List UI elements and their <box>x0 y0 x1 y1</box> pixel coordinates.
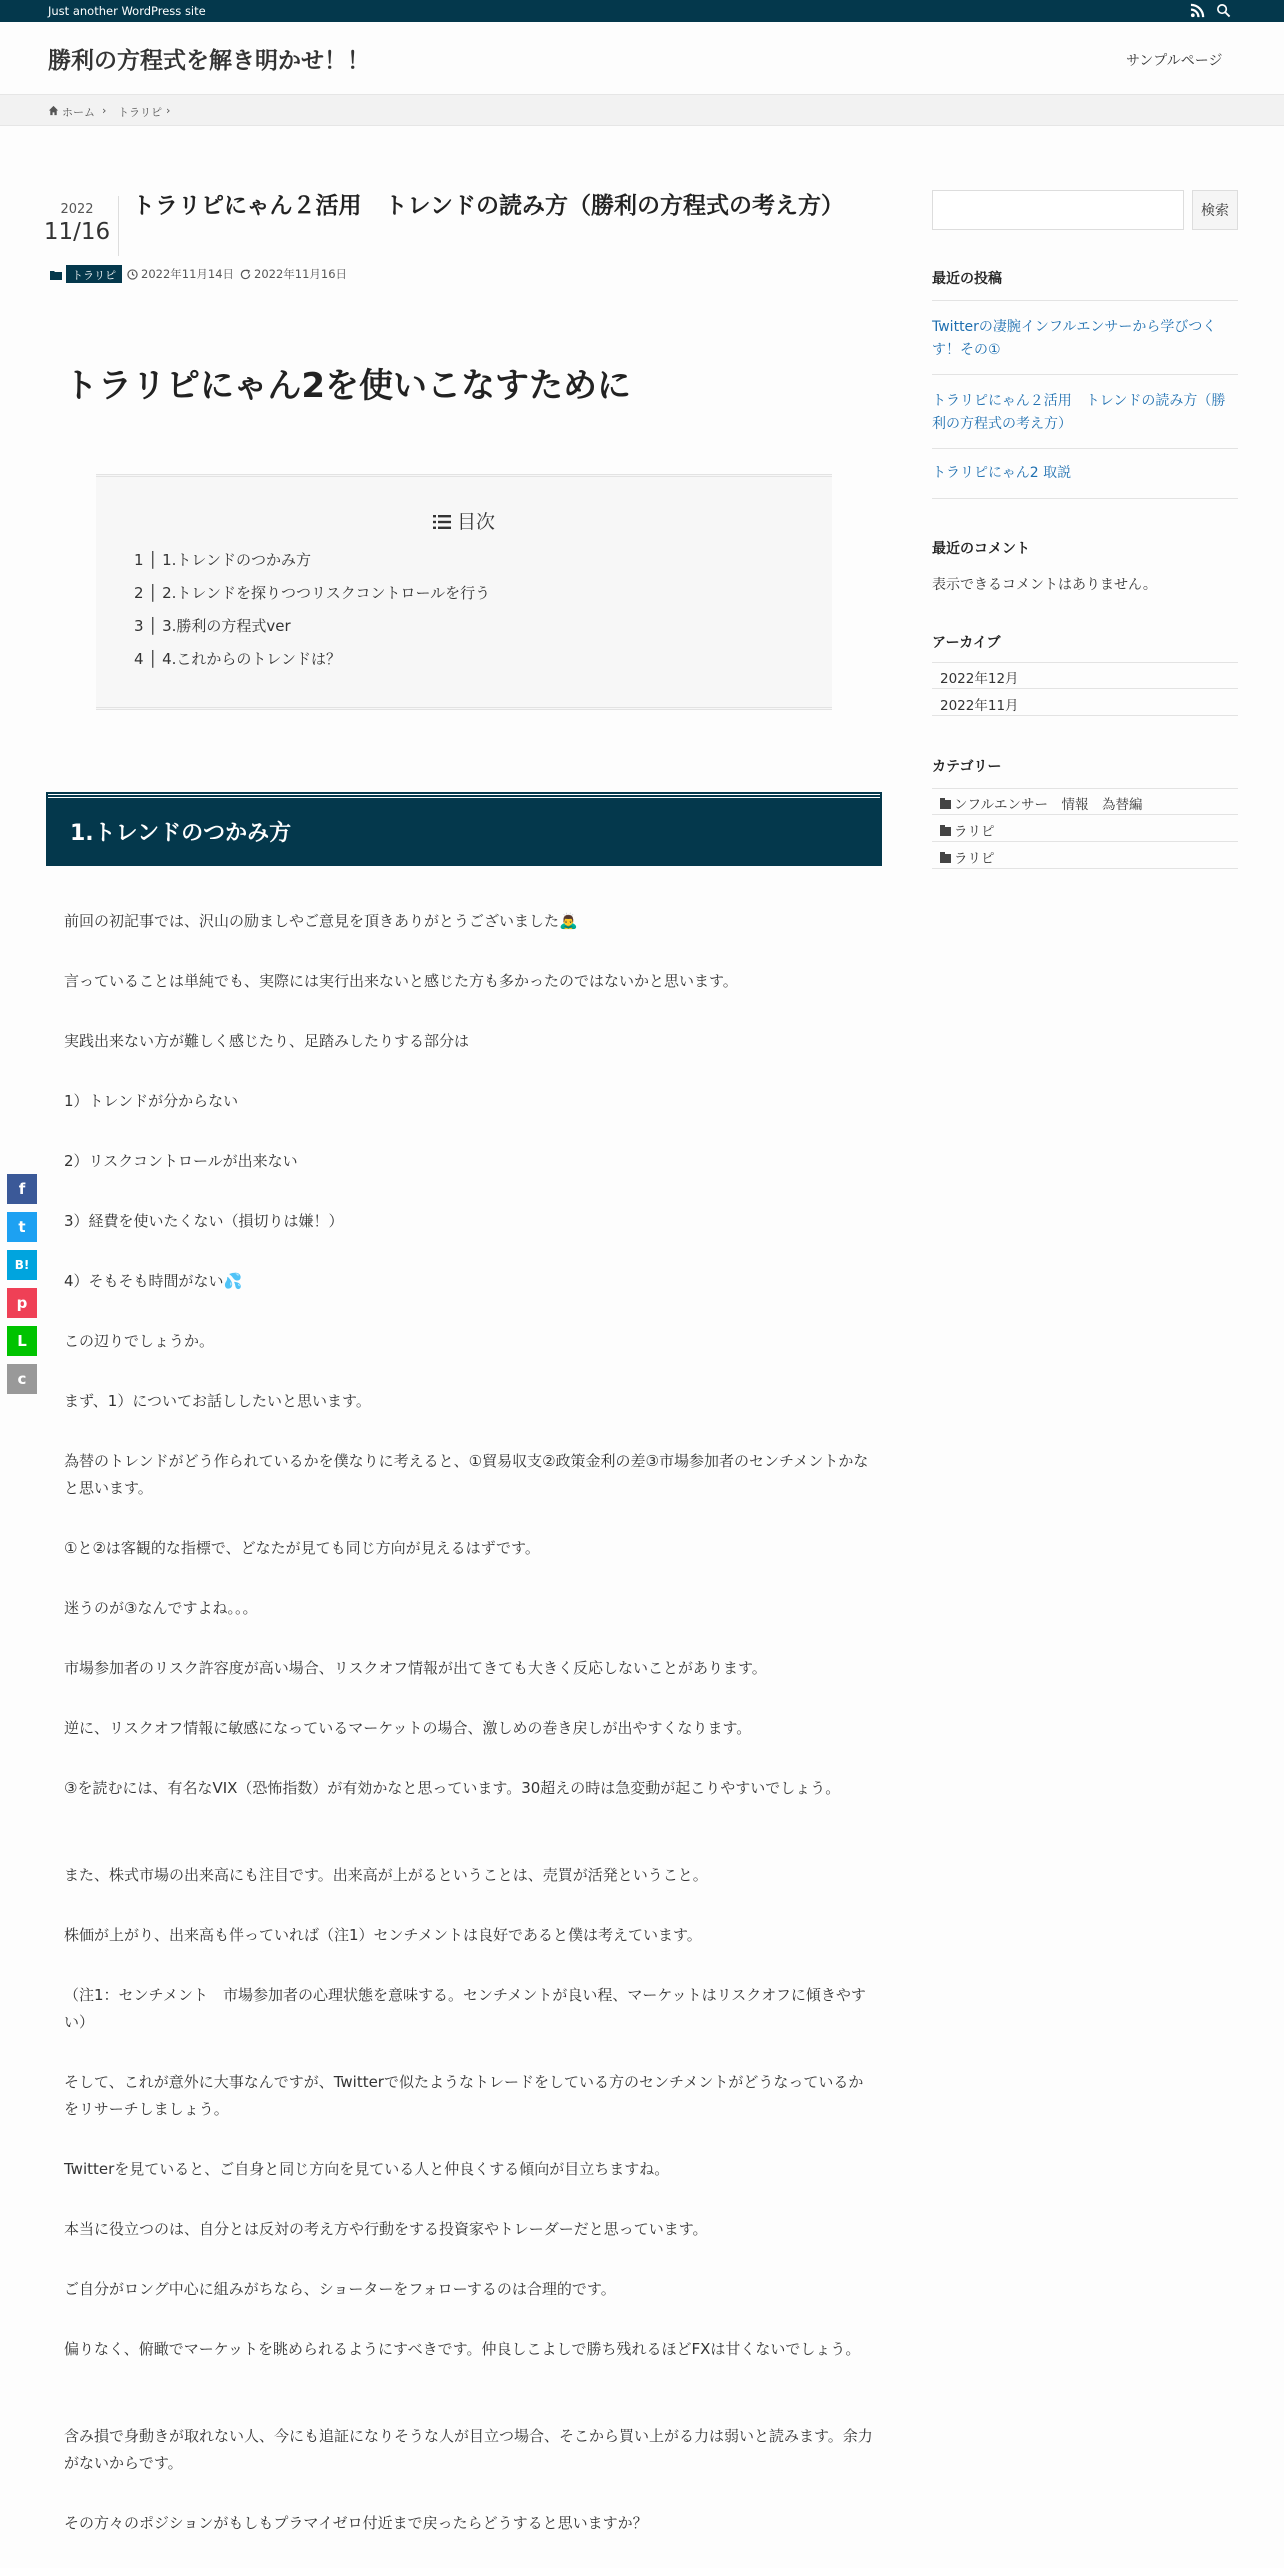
sidebar-search-button[interactable]: 検索 <box>1192 190 1238 230</box>
paragraph: 為替のトレンドがどう作られているかを僕なりに考えると、①貿易収支②政策金利の差③市場参加者のセンチメントかなと思います。 <box>64 1452 869 1497</box>
recent-comments-heading: 最近のコメント <box>932 541 1030 557</box>
toc-title-text: 目次 <box>456 511 495 533</box>
hatena-share-button[interactable] <box>7 1250 37 1280</box>
archives-heading: アーカイブ <box>932 635 1001 651</box>
category-link-label: ラリピ <box>954 851 995 867</box>
category-link[interactable] <box>932 789 1238 815</box>
paragraph: この辺りでしょうか。 <box>64 1332 215 1350</box>
twitter-icon: t <box>18 1218 26 1236</box>
recent-post-link[interactable]: トラリピにゃん2 取説 <box>932 465 1072 481</box>
paragraph: 実践出来ない方が難しく感じたり、足踏みしたりする部分は <box>64 1032 470 1050</box>
toc-title <box>96 507 832 534</box>
twitter-share-button[interactable] <box>7 1212 37 1242</box>
list-icon <box>433 515 451 529</box>
folder-icon <box>940 800 951 809</box>
breadcrumb <box>0 94 1284 126</box>
category-link[interactable] <box>932 816 1238 842</box>
toc-item[interactable]: 1 │ 1.トレンドのつかみ方 <box>134 551 312 569</box>
categories-heading: カテゴリー <box>932 759 1002 775</box>
post-title: トラリピにゃん２活用 トレンドの読み方（勝利の方程式の考え方） <box>132 193 844 219</box>
no-comments-text: 表示できるコメントはありません。 <box>932 577 1157 593</box>
facebook-share-button[interactable] <box>7 1174 37 1204</box>
folder-icon <box>940 854 951 863</box>
facebook-icon: f <box>18 1180 26 1198</box>
paragraph: ご自分がロング中心に組みがちなら、ショーターをフォローするのは合理的です。 <box>64 2280 616 2298</box>
home-icon <box>48 105 59 116</box>
toc-item[interactable]: 2 │ 2.トレンドを探りつつリスクコントロールを行う <box>134 584 491 602</box>
breadcrumb-separator: › <box>102 104 107 117</box>
recent-post-link[interactable]: Twitterの凄腕インフルエンサーから学びつくす！その① <box>932 319 1217 358</box>
archive-link[interactable]: 2022年11月 <box>932 690 1238 716</box>
clock-icon <box>127 269 138 280</box>
recent-posts-heading: 最近の投稿 <box>932 271 1002 287</box>
category-link-label: ンフルエンサー 情報 為替編 <box>954 797 1143 813</box>
published-date: 2022年11月14日 <box>141 267 235 281</box>
paragraph: （注1：センチメント 市場参加者の心理状態を意味する。センチメントが良い程、マーケットはリスクオフに傾きやすい） <box>64 1986 866 2031</box>
updated-date: 2022年11月16日 <box>254 267 348 281</box>
folder-icon <box>50 270 62 280</box>
hatena-icon: B! <box>14 1258 30 1272</box>
toc-item[interactable]: 3 │ 3.勝利の方程式ver <box>134 617 291 635</box>
paragraph: 2）リスクコントロールが出来ない <box>64 1152 298 1170</box>
site-header <box>0 22 1284 94</box>
paragraph: また、株式市場の出来高にも注目です。出来高が上がるということは、売買が活発ということ。 <box>64 1866 708 1884</box>
paragraph: 迷うのが③なんですよね。。。 <box>64 1599 258 1617</box>
site-title[interactable]: 勝利の方程式を解き明かせ！！ <box>48 48 370 74</box>
paragraph: 市場参加者のリスク許容度が高い場合、リスクオフ情報が出てきても大きく反応しないことがあります。 <box>64 1659 767 1677</box>
paragraph: 3）経費を使いたくない（損切りは嫌！） <box>64 1212 344 1230</box>
line-share-button[interactable] <box>7 1326 37 1356</box>
post-date-year: 2022 <box>60 202 94 217</box>
paragraph: 株価が上がり、出来高も伴っていれば（注1）センチメントは良好であると僕は考えています。 <box>64 1926 702 1944</box>
update-icon <box>240 269 251 280</box>
paragraph: 含み損で身動きが取れない人、今にも追証になりそうな人が目立つ場合、そこから買い上がる力は弱いと読みます。余力がないからです。 <box>64 2427 873 2472</box>
pocket-share-button[interactable] <box>7 1288 37 1318</box>
breadcrumb-separator: › <box>166 104 171 117</box>
section-heading <box>48 794 880 864</box>
top-bar <box>0 0 1284 22</box>
category-link-label: ラリピ <box>954 824 995 840</box>
paragraph: Twitterを見ていると、ご自身と同じ方向を見ている人と仲良くする傾向が目立ちますね。 <box>64 2160 670 2178</box>
paragraph: 逆に、リスクオフ情報に敏感になっているマーケットの場合、激しめの巻き戻しが出やすくなります。 <box>64 1719 752 1737</box>
category-badge[interactable]: トラリピ <box>66 265 122 283</box>
recent-post-link[interactable]: トラリピにゃん２活用 トレンドの読み方（勝利の方程式の考え方） <box>932 393 1226 432</box>
paragraph: まず、1）についてお話ししたいと思います。 <box>64 1392 371 1410</box>
paragraph: ③を読むには、有名なVIX（恐怖指数）が有効かなと思っています。30超えの時は急変動が起こりやすいでしょう。 <box>64 1779 841 1797</box>
pocket-icon: p <box>16 1294 28 1312</box>
divider <box>932 300 1238 301</box>
nav-item-sample-page[interactable]: サンプルページ <box>1126 53 1223 69</box>
date-divider <box>118 196 119 256</box>
paragraph: その方々のポジションがもしもプラマイゼロ付近まで戻ったらどうすると思いますか？ <box>64 2514 648 2532</box>
paragraph: そして、これが意外に大事なんですが、Twitterで似たようなトレードをしている方のセンチメントがどうなっているかをリサーチしましょう。 <box>64 2073 864 2118</box>
divider <box>932 448 1238 449</box>
divider <box>932 374 1238 375</box>
folder-icon <box>940 827 951 836</box>
line-icon: L <box>17 1332 27 1350</box>
search-icon[interactable] <box>1216 3 1231 18</box>
divider <box>932 498 1238 499</box>
paragraph: 1）トレンドが分からない <box>64 1092 239 1110</box>
paragraph: 偏りなく、俯瞰でマーケットを眺められるようにすべきです。仲良しこよしで勝ち残れるほどFXは甘くないでしょう。 <box>64 2340 861 2358</box>
category-link[interactable] <box>932 843 1238 869</box>
paragraph: ①と②は客観的な指標で、どなたが見ても同じ方向が見えるはずです。 <box>64 1539 540 1557</box>
sidebar-search-input[interactable] <box>932 190 1184 230</box>
post-heading: トラリピにゃん2を使いこなすために <box>64 366 631 406</box>
rss-icon[interactable] <box>1190 3 1205 18</box>
table-of-contents <box>96 474 832 710</box>
breadcrumb-category[interactable]: トラリピ <box>118 106 162 119</box>
toc-item[interactable]: 4 │ 4.これからのトレンドは？ <box>134 650 342 668</box>
copy-icon: c <box>17 1370 27 1388</box>
paragraph: 言っていることは単純でも、実際には実行出来ないと感じた方も多かったのではないかと思います。 <box>64 972 738 990</box>
paragraph: 前回の初記事では、沢山の励ましやご意見を頂きありがとうございました🙇‍♂ <box>64 912 578 930</box>
post-date-month-day: 11/16 <box>43 219 111 245</box>
copy-link-button[interactable] <box>7 1364 37 1394</box>
breadcrumb-home[interactable]: ホーム <box>62 106 95 119</box>
section-heading-text: 1.トレンドのつかみ方 <box>70 821 292 846</box>
archive-link[interactable]: 2022年12月 <box>932 663 1238 689</box>
paragraph: 4）そもそも時間がない💦 <box>64 1272 243 1290</box>
paragraph: 本当に役立つのは、自分とは反対の考え方や行動をする投資家やトレーダーだと思っています。 <box>64 2220 708 2238</box>
site-tagline: Just another WordPress site <box>48 4 206 18</box>
